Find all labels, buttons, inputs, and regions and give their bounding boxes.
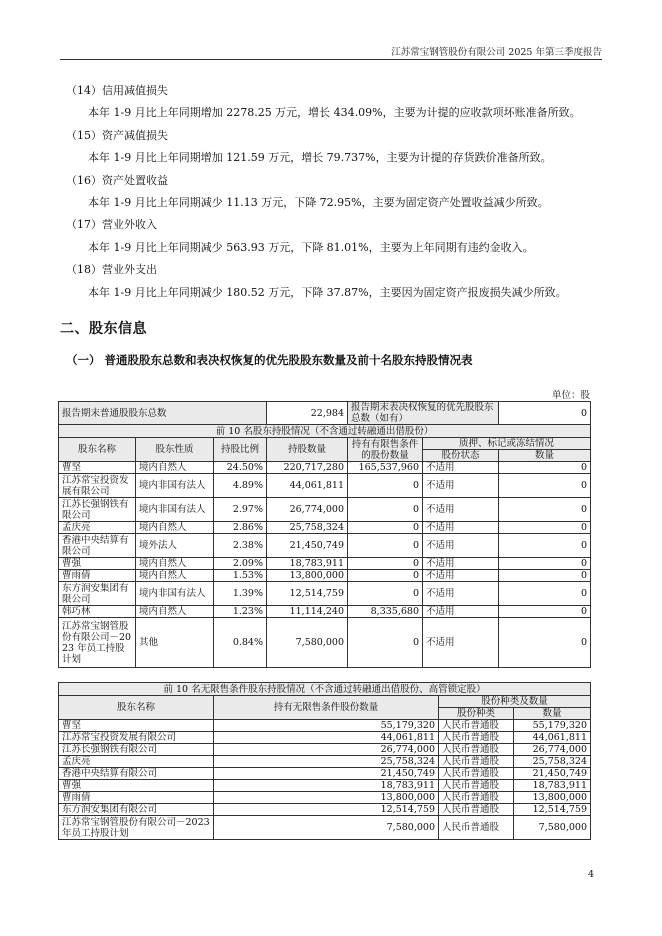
holder-qty: 220,717,280 (267, 462, 348, 474)
holder-status: 不适用 (423, 522, 499, 534)
holder-ratio: 1.39% (214, 582, 267, 606)
holder-unrestricted-qty: 44,061,811 (214, 732, 439, 744)
holder-restricted: 0 (348, 474, 423, 498)
holder-pledge-qty: 0 (499, 534, 591, 558)
holder-status: 不适用 (423, 570, 499, 582)
holder-status: 不适用 (423, 606, 499, 618)
table-row (59, 768, 591, 780)
holder-nature: 境外法人 (136, 534, 214, 558)
col-qty: 持股数量 (267, 438, 348, 462)
pref-holders-value: 0 (499, 402, 591, 425)
holder-unrestricted-qty: 55,179,320 (214, 720, 439, 732)
holder-ratio: 0.84% (214, 618, 267, 668)
holder-status: 不适用 (423, 462, 499, 474)
share-type-qty: 55,179,320 (514, 720, 591, 732)
holder-nature: 境内自然人 (136, 570, 214, 582)
holder-unrestricted-qty: 7,580,000 (214, 816, 439, 840)
holder-unrestricted-qty: 21,450,749 (214, 768, 439, 780)
share-type-qty: 44,061,811 (514, 732, 591, 744)
holder-status: 不适用 (423, 474, 499, 498)
holder-nature: 境内自然人 (136, 522, 214, 534)
income-notes (66, 80, 606, 304)
holder-pledge-qty: 0 (499, 462, 591, 474)
section-row (59, 425, 591, 438)
col-share-type-group: 股份种类及数量 (439, 696, 591, 708)
share-type: 人民币普通股 (439, 720, 514, 732)
holder-name: 江苏长强钢铁有限公司 (59, 744, 214, 756)
holder-unrestricted-qty: 26,774,000 (214, 744, 439, 756)
table-row (59, 522, 591, 534)
holder-nature: 境内非国有法人 (136, 582, 214, 606)
holder-name: 曹强 (59, 780, 214, 792)
holder-ratio: 24.50% (214, 462, 267, 474)
holder-ratio: 2.86% (214, 522, 267, 534)
table-row (59, 462, 591, 474)
holder-name: 韩巧林 (59, 606, 136, 618)
col-restricted: 持有有限售条件的股份数量 (348, 438, 423, 462)
holder-restricted: 8,335,680 (348, 606, 423, 618)
share-type: 人民币普通股 (439, 780, 514, 792)
table-row (59, 804, 591, 816)
share-type-qty: 21,450,749 (514, 768, 591, 780)
holder-name: 曹坚 (59, 462, 136, 474)
top10-shareholders-table (58, 401, 591, 668)
col-unrestricted-qty: 持有无限售条件股份数量 (214, 696, 439, 720)
section-heading: 二、股东信息 (60, 321, 147, 337)
share-type-qty: 7,580,000 (514, 816, 591, 840)
holder-restricted: 165,537,960 (348, 462, 423, 474)
holder-name: 香港中央结算有限公司 (59, 768, 214, 780)
holder-unrestricted-qty: 13,800,000 (214, 792, 439, 804)
holder-name: 东方润安集团有限公司 (59, 582, 136, 606)
holder-status: 不适用 (423, 534, 499, 558)
top10-section-title: 前 10 名股东持股情况（不含通过转融通出借股份） (59, 425, 591, 438)
total-holders-value: 22,984 (267, 402, 348, 425)
table-row (59, 558, 591, 570)
share-type: 人民币普通股 (439, 804, 514, 816)
share-type: 人民币普通股 (439, 732, 514, 744)
total-holders-label: 报告期末普通股股东总数 (59, 402, 267, 425)
holder-status: 不适用 (423, 558, 499, 570)
holder-ratio: 2.97% (214, 498, 267, 522)
share-type-qty: 26,774,000 (514, 744, 591, 756)
holder-pledge-qty: 0 (499, 606, 591, 618)
holder-restricted: 0 (348, 522, 423, 534)
holder-nature: 境内自然人 (136, 462, 214, 474)
holder-nature: 境内非国有法人 (136, 474, 214, 498)
holder-restricted: 0 (348, 498, 423, 522)
holder-qty: 21,450,749 (267, 534, 348, 558)
note-body: 本年 1-9 月比上年同期增加 121.59 万元，增长 79.737%，主要为计提的存货跌价准备所致。 (88, 151, 552, 165)
share-type: 人民币普通股 (439, 816, 514, 840)
col-ratio: 持股比例 (214, 438, 267, 462)
share-type-qty: 13,800,000 (514, 792, 591, 804)
holder-restricted: 0 (348, 558, 423, 570)
holder-pledge-qty: 0 (499, 474, 591, 498)
holder-name: 江苏长强钢铁有限公司 (59, 498, 136, 522)
note-body: 本年 1-9 月比上年同期减少 563.93 万元，下降 81.01%，主要为上年同期有违约金收入。 (88, 240, 534, 254)
holder-name: 孟庆亮 (59, 522, 136, 534)
holder-qty: 25,758,324 (267, 522, 348, 534)
section-row (59, 683, 591, 696)
table-row (59, 816, 591, 840)
holder-ratio: 4.89% (214, 474, 267, 498)
holder-name: 江苏常宝钢管股份有限公司－2023 年员工持股计划 (59, 816, 214, 840)
holder-status: 不适用 (423, 498, 499, 522)
table-row (59, 606, 591, 618)
note-body: 本年 1-9 月比上年同期减少 11.13 万元，下降 72.95%，主要为固定资产处置收益减少所致。 (88, 195, 549, 209)
holder-restricted: 0 (348, 618, 423, 668)
holder-qty: 18,783,911 (267, 558, 348, 570)
table-row (59, 756, 591, 768)
table-row (59, 720, 591, 732)
holder-name: 江苏常宝投资发展有限公司 (59, 732, 214, 744)
header-row (59, 438, 591, 450)
note-title: （18）营业外支出 (66, 263, 157, 277)
table-row (59, 582, 591, 606)
subsection-heading: （一） 普通股股东总数和表决权恢复的优先股股东数量及前十名股东持股情况表 (66, 353, 473, 367)
col-pledge: 质押、标记或冻结情况 (423, 438, 591, 450)
note-title: （14）信用减值损失 (66, 84, 168, 97)
holder-pledge-qty: 0 (499, 582, 591, 606)
holder-ratio: 1.23% (214, 606, 267, 618)
holder-pledge-qty: 0 (499, 498, 591, 522)
col-nature: 股东性质 (136, 438, 214, 462)
holder-name: 孟庆亮 (59, 756, 214, 768)
table-row (59, 570, 591, 582)
unit-label: 单位：股 (551, 390, 590, 401)
holder-nature: 境内自然人 (136, 606, 214, 618)
unrestricted-section-title: 前 10 名无限售条件股东持股情况（不含通过转融通出借股份、高管锁定股） (59, 683, 591, 696)
share-type-qty: 25,758,324 (514, 756, 591, 768)
note-body: 本年 1-9 月比上年同期增加 2278.25 万元，增长 434.09%，主要为计提的应收款项坏账准备所致。 (88, 106, 581, 120)
page-number: 4 (587, 869, 594, 880)
holder-pledge-qty: 0 (499, 570, 591, 582)
table-row (59, 780, 591, 792)
holder-name: 江苏常宝钢管股份有限公司－2023 年员工持股计划 (59, 618, 136, 668)
pref-holders-label: 报告期末表决权恢复的优先股股东总数（如有） (348, 402, 499, 425)
share-type: 人民币普通股 (439, 756, 514, 768)
holder-ratio: 2.38% (214, 534, 267, 558)
holder-status: 不适用 (423, 618, 499, 668)
table-row (59, 792, 591, 804)
holder-restricted: 0 (348, 582, 423, 606)
share-type-qty: 18,783,911 (514, 780, 591, 792)
holder-pledge-qty: 0 (499, 522, 591, 534)
holder-restricted: 0 (348, 534, 423, 558)
col-share-type-qty: 数量 (514, 708, 591, 720)
holder-qty: 11,114,240 (267, 606, 348, 618)
table-row (59, 498, 591, 522)
holder-restricted: 0 (348, 570, 423, 582)
holder-name: 曹雨倩 (59, 792, 214, 804)
table-row (59, 618, 591, 668)
holder-name: 曹雨倩 (59, 570, 136, 582)
holder-qty: 44,061,811 (267, 474, 348, 498)
holder-name: 曹坚 (59, 720, 214, 732)
holder-qty: 12,514,759 (267, 582, 348, 606)
holder-ratio: 1.53% (214, 570, 267, 582)
holder-ratio: 2.09% (214, 558, 267, 570)
unrestricted-shareholders-table (58, 682, 591, 840)
summary-row (59, 402, 591, 425)
holder-unrestricted-qty: 25,758,324 (214, 756, 439, 768)
header-row (59, 696, 591, 708)
holder-nature: 境内自然人 (136, 558, 214, 570)
holder-unrestricted-qty: 12,514,759 (214, 804, 439, 816)
header-rule (60, 59, 602, 60)
col-name: 股东名称 (59, 438, 136, 462)
note-title: （17）营业外收入 (66, 218, 157, 232)
share-type: 人民币普通股 (439, 744, 514, 756)
note-body: 本年 1-9 月比上年同期减少 180.52 万元，下降 37.87%，主要因为固定资产报废损失减少所致。 (88, 285, 567, 299)
holder-name: 曹强 (59, 558, 136, 570)
holder-status: 不适用 (423, 582, 499, 606)
note-title: （15）资产减值损失 (66, 128, 168, 142)
holder-nature: 其他 (136, 618, 214, 668)
share-type: 人民币普通股 (439, 768, 514, 780)
holder-unrestricted-qty: 18,783,911 (214, 780, 439, 792)
holder-nature: 境内非国有法人 (136, 498, 214, 522)
table-row (59, 474, 591, 498)
holder-qty: 26,774,000 (267, 498, 348, 522)
table-row (59, 744, 591, 756)
holder-pledge-qty: 0 (499, 558, 591, 570)
table-row (59, 732, 591, 744)
note-title: （16）资产处置收益 (66, 173, 168, 187)
holder-qty: 7,580,000 (267, 618, 348, 668)
holder-name: 东方润安集团有限公司 (59, 804, 214, 816)
holder-name: 香港中央结算有限公司 (59, 534, 136, 558)
col-share-type: 股份种类 (439, 708, 514, 720)
holder-pledge-qty: 0 (499, 618, 591, 668)
share-type-qty: 12,514,759 (514, 804, 591, 816)
col-pledge-status: 股份状态 (423, 450, 499, 462)
holder-qty: 13,800,000 (267, 570, 348, 582)
holder-name: 江苏常宝投资发展有限公司 (59, 474, 136, 498)
table-row (59, 534, 591, 558)
share-type: 人民币普通股 (439, 792, 514, 804)
col-pledge-qty: 数量 (499, 450, 591, 462)
col-name: 股东名称 (59, 696, 214, 720)
page-header: 江苏常宝钢管股份有限公司 2025 年第三季度报告 (391, 47, 602, 58)
